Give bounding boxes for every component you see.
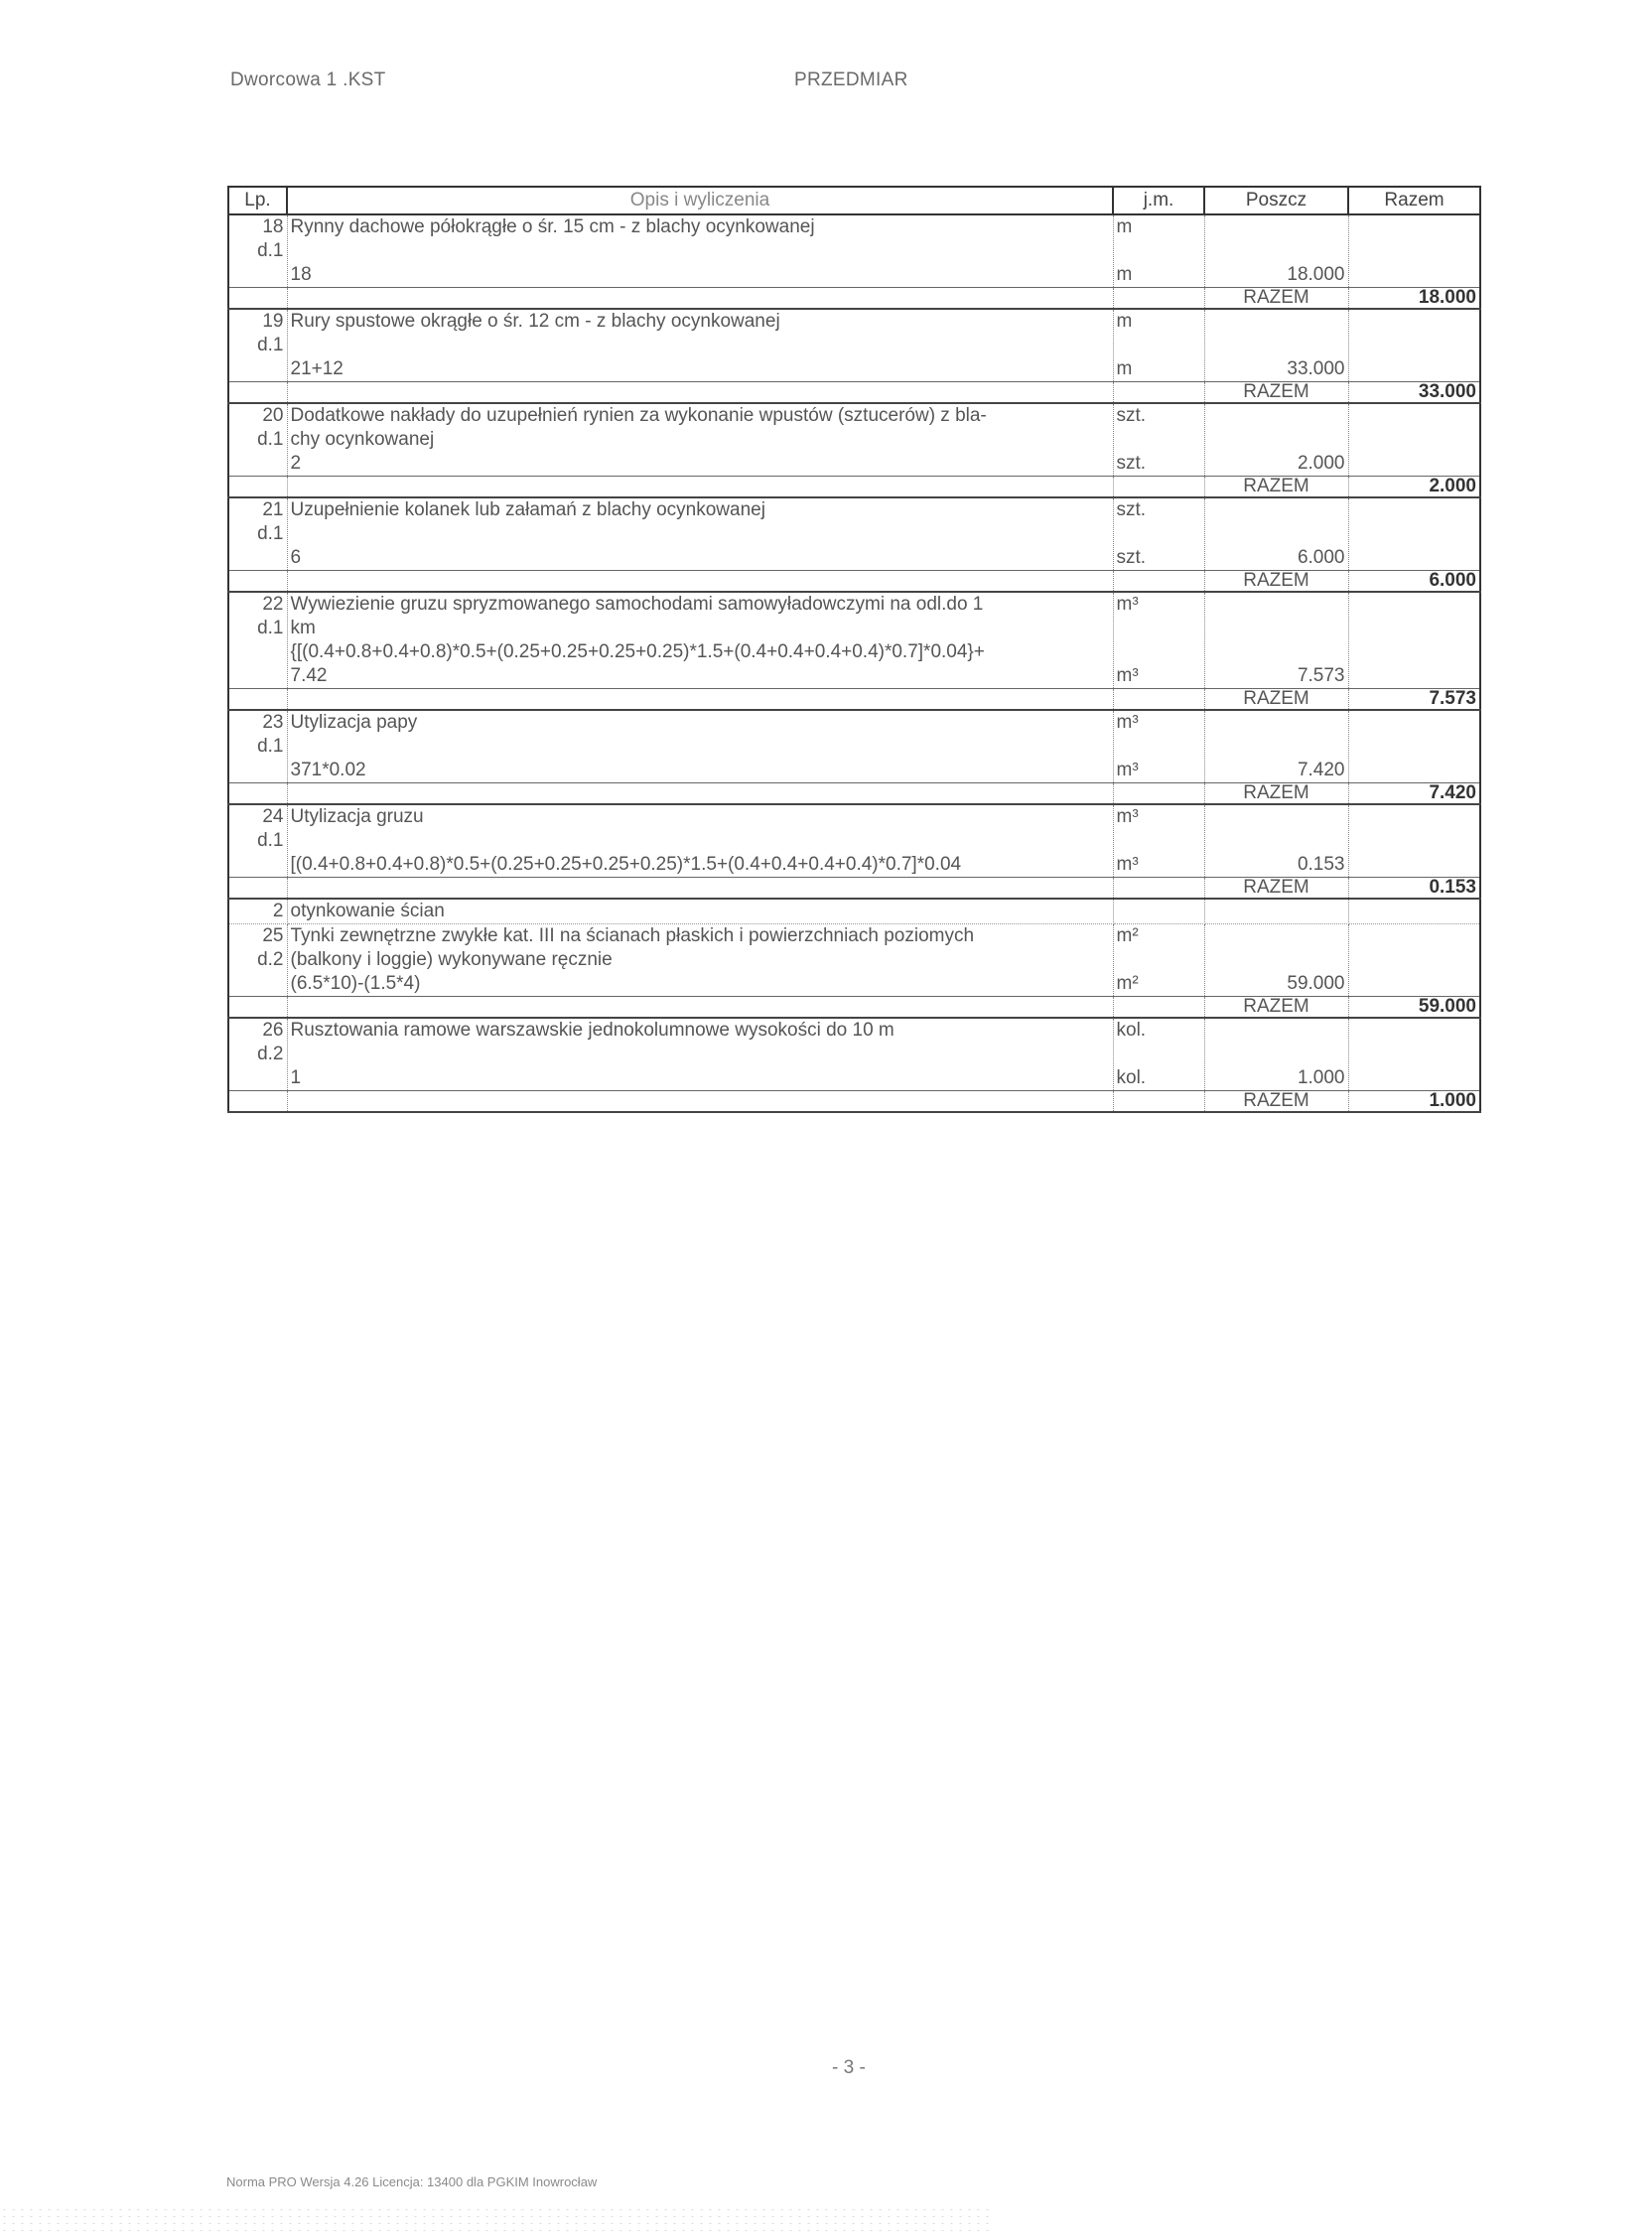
row-poszcz: 18.000 <box>1204 214 1348 288</box>
razem-value: 7.420 <box>1348 783 1480 805</box>
row-lp: 18 d.1 <box>228 214 287 288</box>
table-header-row <box>228 187 1480 214</box>
table-row <box>228 804 1480 878</box>
razem-label: RAZEM <box>1204 1091 1348 1113</box>
col-razem: Razem <box>1348 187 1480 214</box>
bill-of-quantities-table <box>227 186 1481 1113</box>
razem-label: RAZEM <box>1204 878 1348 900</box>
sum-lp-empty <box>228 783 287 805</box>
row-lp: 19 d.1 <box>228 309 287 382</box>
sum-desc-empty <box>287 783 1113 805</box>
sum-desc-empty <box>287 571 1113 593</box>
sum-desc-empty <box>287 878 1113 900</box>
row-razem-empty <box>1348 924 1480 997</box>
row-razem-empty <box>1348 804 1480 878</box>
razem-value: 2.000 <box>1348 477 1480 498</box>
col-opis: Opis i wyliczenia <box>287 187 1113 214</box>
row-lp: 22 d.1 <box>228 592 287 689</box>
razem-value: 59.000 <box>1348 997 1480 1019</box>
row-unit: m³ <box>1116 806 1139 827</box>
row-unit-cell <box>1113 403 1204 477</box>
row-unit-qty: m <box>1116 358 1133 379</box>
sum-desc-empty <box>287 689 1113 711</box>
sum-desc-empty <box>287 382 1113 404</box>
row-unit: m² <box>1116 925 1139 946</box>
row-unit-cell <box>1113 1018 1204 1091</box>
razem-value: 6.000 <box>1348 571 1480 593</box>
row-razem-empty <box>1348 497 1480 571</box>
row-unit: kol. <box>1116 1020 1147 1041</box>
row-unit-qty: szt. <box>1116 547 1147 568</box>
sum-row <box>228 997 1480 1019</box>
razem-label: RAZEM <box>1204 689 1348 711</box>
sum-row <box>228 477 1480 498</box>
razem-label: RAZEM <box>1204 288 1348 310</box>
row-poszcz: 59.000 <box>1204 924 1348 997</box>
razem-label: RAZEM <box>1204 382 1348 404</box>
table-row <box>228 1018 1480 1091</box>
sum-row <box>228 783 1480 805</box>
row-lp: 21 d.1 <box>228 497 287 571</box>
sum-unit-empty <box>1113 1091 1204 1113</box>
row-razem-empty <box>1348 214 1480 288</box>
row-poszcz: 33.000 <box>1204 309 1348 382</box>
sum-lp-empty <box>228 571 287 593</box>
sum-lp-empty <box>228 477 287 498</box>
row-poszcz: 7.573 <box>1204 592 1348 689</box>
row-razem-empty <box>1348 309 1480 382</box>
sum-unit-empty <box>1113 288 1204 310</box>
sum-desc-empty <box>287 1091 1113 1113</box>
row-description: Wywiezienie gruzu spryzmowanego samochodami samowyładowczymi na odl.do 1 km {[(0.4+0.8+0.4+0.8)*0.5+(0.25+0.25+0.25+0.25)*1.5+(0.4+0.4+0.4+0.4)*0.7]*0.04}+ 7.42 <box>287 592 1113 689</box>
row-description: Rury spustowe okrągłe o śr. 12 cm - z blachy ocynkowanej 21+12 <box>287 309 1113 382</box>
row-unit-cell <box>1113 804 1204 878</box>
row-unit: m <box>1116 216 1133 237</box>
row-unit: m³ <box>1116 594 1139 615</box>
row-description: Uzupełnienie kolanek lub załamań z blachy ocynkowanej 6 <box>287 497 1113 571</box>
razem-value: 0.153 <box>1348 878 1480 900</box>
sum-unit-empty <box>1113 571 1204 593</box>
row-poszcz: 6.000 <box>1204 497 1348 571</box>
table-row <box>228 403 1480 477</box>
sum-row <box>228 288 1480 310</box>
sum-unit-empty <box>1113 689 1204 711</box>
table-row <box>228 214 1480 288</box>
row-description: Rynny dachowe półokrągłe o śr. 15 cm - z blachy ocynkowanej 18 <box>287 214 1113 288</box>
header-left: Dworcowa 1 .KST <box>230 70 386 90</box>
sum-desc-empty <box>287 997 1113 1019</box>
razem-label: RAZEM <box>1204 571 1348 593</box>
row-poszcz: 7.420 <box>1204 710 1348 783</box>
row-description: Utylizacja gruzu [(0.4+0.8+0.4+0.8)*0.5+(0.25+0.25+0.25+0.25)*1.5+(0.4+0.4+0.4+0.4)*0.7]*0.04 <box>287 804 1113 878</box>
section-row <box>228 899 1480 924</box>
razem-value: 1.000 <box>1348 1091 1480 1113</box>
razem-value: 7.573 <box>1348 689 1480 711</box>
row-description: Rusztowania ramowe warszawskie jednokolumnowe wysokości do 10 m 1 <box>287 1018 1113 1091</box>
row-unit-qty: m² <box>1116 973 1139 994</box>
row-poszcz: 2.000 <box>1204 403 1348 477</box>
header-title: PRZEDMIAR <box>794 70 908 90</box>
row-description: Utylizacja papy 371*0.02 <box>287 710 1113 783</box>
row-unit-qty: kol. <box>1116 1067 1147 1088</box>
row-lp: 24 d.1 <box>228 804 287 878</box>
row-razem-empty <box>1348 403 1480 477</box>
col-lp: Lp. <box>228 187 287 214</box>
scan-noise <box>0 2206 993 2236</box>
row-unit-cell <box>1113 309 1204 382</box>
section-number: 2 <box>228 899 287 924</box>
row-lp: 23 d.1 <box>228 710 287 783</box>
row-razem-empty <box>1348 1018 1480 1091</box>
sum-row <box>228 571 1480 593</box>
razem-label: RAZEM <box>1204 997 1348 1019</box>
razem-value: 18.000 <box>1348 288 1480 310</box>
sum-unit-empty <box>1113 477 1204 498</box>
row-unit-qty: szt. <box>1116 453 1147 474</box>
sum-unit-empty <box>1113 382 1204 404</box>
sum-lp-empty <box>228 997 287 1019</box>
sum-unit-empty <box>1113 997 1204 1019</box>
row-unit-qty: m³ <box>1116 665 1139 686</box>
col-poszcz: Poszcz <box>1204 187 1348 214</box>
section-empty <box>1204 899 1348 924</box>
sum-unit-empty <box>1113 783 1204 805</box>
sum-unit-empty <box>1113 878 1204 900</box>
table-row <box>228 710 1480 783</box>
row-lp: 25 d.2 <box>228 924 287 997</box>
section-empty <box>1113 899 1204 924</box>
sum-row <box>228 878 1480 900</box>
row-description: Dodatkowe nakłady do uzupełnień rynien za wykonanie wpustów (sztucerów) z bla- chy ocynkowanej 2 <box>287 403 1113 477</box>
row-unit-qty: m <box>1116 264 1133 285</box>
page-number: - 3 - <box>832 2057 866 2078</box>
row-unit-qty: m³ <box>1116 760 1139 780</box>
row-unit-cell <box>1113 592 1204 689</box>
sum-lp-empty <box>228 288 287 310</box>
section-title: otynkowanie ścian <box>287 899 1113 924</box>
row-description: Tynki zewnętrzne zwykłe kat. III na ścianach płaskich i powierzchniach poziomych (balkony i loggie) wykonywane ręcznie (6.5*10)-(1.5*4) <box>287 924 1113 997</box>
table-row <box>228 924 1480 997</box>
row-unit-cell <box>1113 214 1204 288</box>
row-unit-cell <box>1113 924 1204 997</box>
table-row <box>228 309 1480 382</box>
row-unit: szt. <box>1116 405 1147 426</box>
row-unit-cell <box>1113 497 1204 571</box>
row-unit-qty: m³ <box>1116 854 1139 875</box>
software-footer: Norma PRO Wersja 4.26 Licencja: 13400 dla PGKIM Inowrocław <box>226 2174 598 2189</box>
row-razem-empty <box>1348 592 1480 689</box>
row-lp: 26 d.2 <box>228 1018 287 1091</box>
sum-lp-empty <box>228 878 287 900</box>
sum-row <box>228 689 1480 711</box>
row-unit: szt. <box>1116 499 1147 520</box>
row-razem-empty <box>1348 710 1480 783</box>
table-row <box>228 497 1480 571</box>
row-lp: 20 d.1 <box>228 403 287 477</box>
sum-lp-empty <box>228 1091 287 1113</box>
razem-label: RAZEM <box>1204 477 1348 498</box>
sum-row <box>228 1091 1480 1113</box>
sum-lp-empty <box>228 382 287 404</box>
razem-label: RAZEM <box>1204 783 1348 805</box>
sum-desc-empty <box>287 288 1113 310</box>
table-row <box>228 592 1480 689</box>
sum-row <box>228 382 1480 404</box>
sum-lp-empty <box>228 689 287 711</box>
razem-value: 33.000 <box>1348 382 1480 404</box>
row-unit: m <box>1116 311 1133 332</box>
row-poszcz: 1.000 <box>1204 1018 1348 1091</box>
col-jm: j.m. <box>1113 187 1204 214</box>
row-poszcz: 0.153 <box>1204 804 1348 878</box>
row-unit: m³ <box>1116 712 1139 733</box>
row-unit-cell <box>1113 710 1204 783</box>
section-empty <box>1348 899 1480 924</box>
sum-desc-empty <box>287 477 1113 498</box>
